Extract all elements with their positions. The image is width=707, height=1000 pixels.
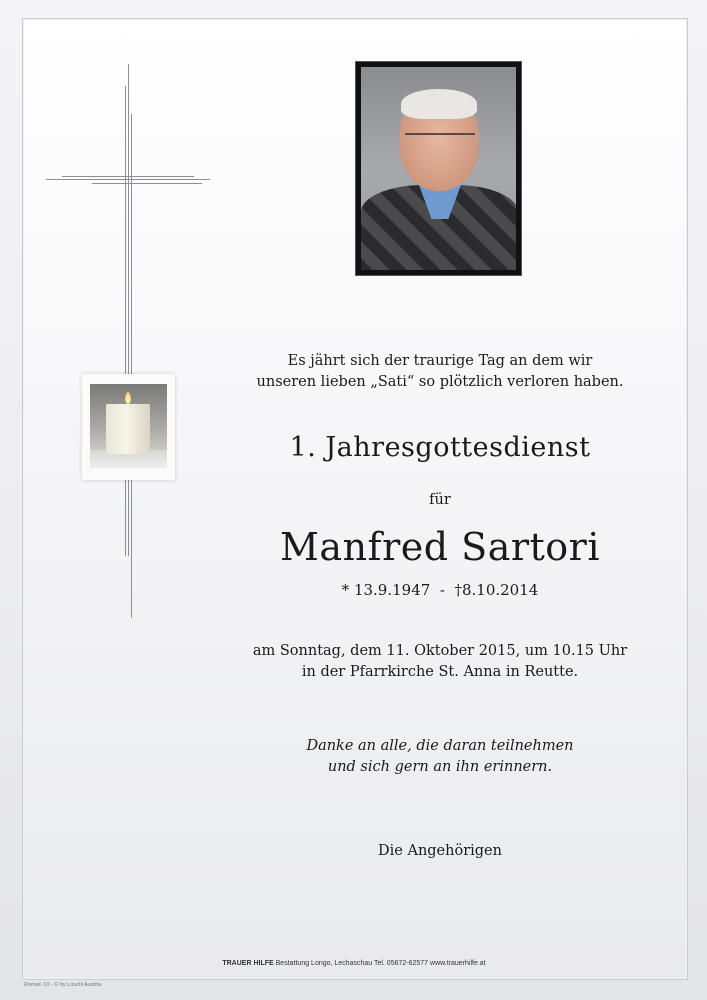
imprint-text: Roman 10 - © by Loschi Austria [24, 982, 102, 988]
footer-brand: TRAUER HILFE [222, 960, 274, 967]
footer-credit [22, 960, 686, 967]
death-symbol: † [454, 581, 462, 599]
birth-symbol: * [341, 581, 350, 599]
signature-family: Die Angehörigen [378, 843, 502, 859]
service-location-line: in der Pfarrkirche St. Anna in Reutte. [301, 664, 579, 680]
for-label: für [429, 492, 451, 508]
service-details [250, 641, 630, 683]
portrait-photo [355, 61, 522, 276]
deceased-name: Manfred Sartori [280, 525, 600, 569]
service-date-line: am Sonntag, dem 11. Oktober 2015, um 10.15 Uhr [252, 643, 628, 659]
intro-line-2: unseren lieben „Sati“ so plötzlich verloren haben. [256, 374, 624, 390]
intro-line-1: Es jährt sich der traurige Tag an dem wir [287, 353, 593, 369]
date-separator: - [439, 581, 445, 599]
flame-icon [125, 392, 131, 404]
life-dates [250, 581, 630, 599]
thanks-text [250, 736, 630, 778]
service-heading: 1. Jahresgottesdienst [289, 432, 591, 463]
footer-contact: Bestattung Longo, Lechaschau Tel. 05672-62577 www.trauerhilfe.at [273, 960, 486, 967]
intro-text [250, 351, 630, 393]
candle-image [82, 374, 175, 480]
thanks-line-1: Danke an alle, die daran teilnehmen [306, 738, 574, 754]
death-date: 8.10.2014 [461, 581, 539, 599]
thanks-line-2: und sich gern an ihn erinnern. [327, 759, 553, 775]
birth-date: 13.9.1947 [353, 581, 431, 599]
